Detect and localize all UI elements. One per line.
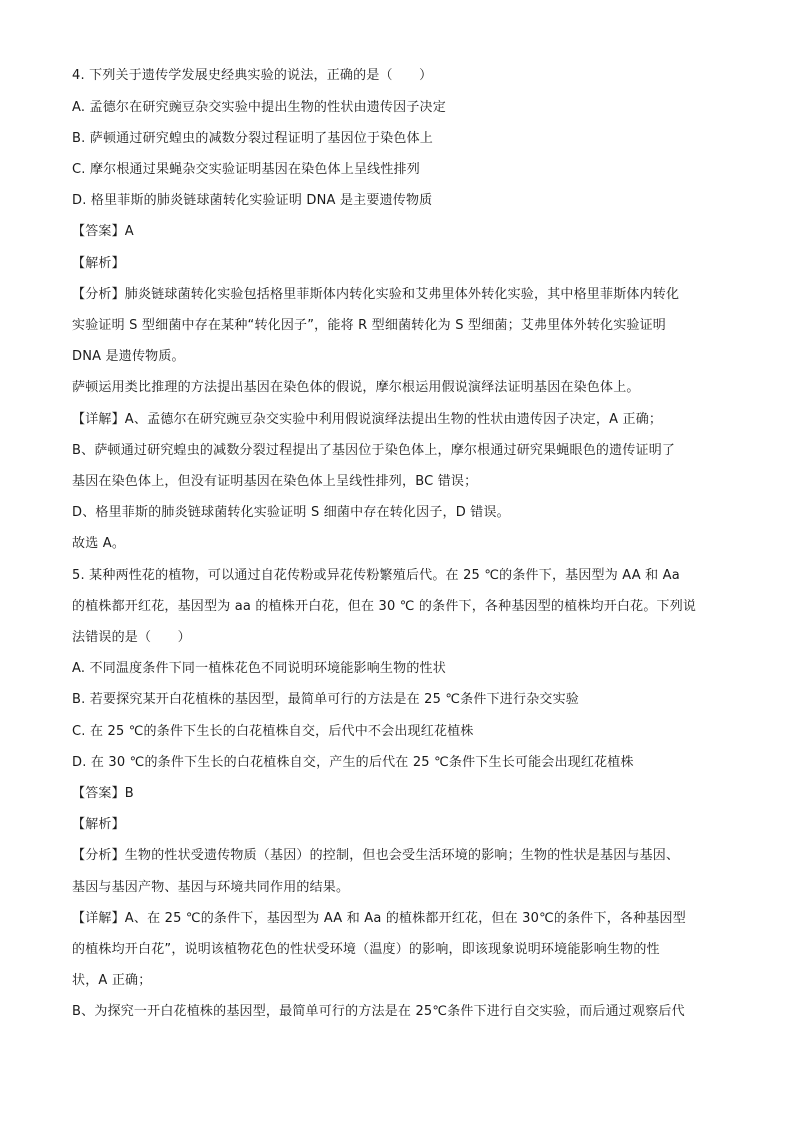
question-4-stem: 4. 下列关于遗传学发展史经典实验的说法，正确的是（ ） [72,68,433,83]
q5-analysis-line: 【分析】生物的性状受遗传物质（基因）的控制，但也会受生活环境的影响；生物的性状是基因与基因、 [72,848,680,863]
q4-option-d: D. 格里菲斯的肺炎链球菌转化实验证明 DNA 是主要遗传物质 [72,193,433,208]
q4-detail-line: B、萨顿通过研究蝗虫的减数分裂过程提出了基因位于染色体上，摩尔根通过研究果蝇眼色的遗传证明了 [72,443,676,458]
q5-option-c: C. 在 25 ℃的条件下生长的白花植株自交，后代中不会出现红花植株 [72,724,474,739]
q4-option-c: C. 摩尔根通过果蝇杂交实验证明基因在染色体上呈线性排列 [72,162,420,177]
q4-analysis-line: DNA 是遗传物质。 [72,349,185,364]
q5-detail-line: 【详解】A、在 25 ℃的条件下，基因型为 AA 和 Aa 的植株都开红花，但在 30℃的条件下，各种基因型 [72,911,686,926]
q5-detail-line: 状，A 正确； [72,973,152,988]
q4-analysis-heading: 【解析】 [72,256,125,271]
q5-analysis-heading: 【解析】 [72,817,125,832]
q5-option-d: D. 在 30 ℃的条件下生长的白花植株自交，产生的后代在 25 ℃条件下生长可能会出现红花植株 [72,755,634,770]
q4-analysis-line: 【分析】肺炎链球菌转化实验包括格里菲斯体内转化实验和艾弗里体外转化实验，其中格里菲斯体内转化 [72,287,680,302]
q4-option-a: A. 孟德尔在研究豌豆杂交实验中提出生物的性状由遗传因子决定 [72,100,446,115]
question-5-stem: 5. 某种两性花的植物，可以通过自花传粉或异花传粉繁殖后代。在 25 ℃的条件下，基因型为 AA 和 Aa [72,568,680,583]
q5-detail-line: B、为探究一开白花植株的基因型，最简单可行的方法是在 25℃条件下进行自交实验，而后通过观察后代 [72,1004,685,1019]
q4-detail-line: 基因在染色体上，但没有证明基因在染色体上呈线性排列，BC 错误； [72,474,478,489]
q4-conclusion: 故选 A。 [72,536,126,551]
q5-option-a: A. 不同温度条件下同一植株花色不同说明环境能影响生物的性状 [72,661,446,676]
question-5-stem: 的植株都开红花，基因型为 aa 的植株开白花，但在 30 ℃ 的条件下，各种基因型的植株均开白花。下列说 [72,599,697,614]
q4-detail-line: D、格里菲斯的肺炎链球菌转化实验证明 S 细菌中存在转化因子，D 错误。 [72,505,510,520]
q4-analysis-line: 实验证明 S 型细菌中存在某种“转化因子”，能将 R 型细菌转化为 S 型细菌；艾弗里体外转化实验证明 [72,318,667,333]
q5-answer: 【答案】B [72,786,134,801]
q5-detail-line: 的植株均开白花”，说明该植物花色的性状受环境（温度）的影响，即该现象说明环境能影响生物的性 [72,942,660,957]
q4-analysis-line: 萨顿运用类比推理的方法提出基因在染色体的假说，摩尔根运用假说演绎法证明基因在染色体上。 [72,380,640,395]
q5-option-b: B. 若要探究某开白花植株的基因型，最简单可行的方法是在 25 ℃条件下进行杂交实验 [72,692,579,707]
q4-option-b: B. 萨顿通过研究蝗虫的减数分裂过程证明了基因位于染色体上 [72,131,433,146]
q5-analysis-line: 基因与基因产物、基因与环境共同作用的结果。 [72,880,350,895]
q4-detail-line: 【详解】A、孟德尔在研究豌豆杂交实验中利用假说演绎法提出生物的性状由遗传因子决定，A 正确； [72,412,663,427]
question-5-stem: 法错误的是（ ） [72,630,191,645]
q4-answer: 【答案】A [72,224,134,239]
